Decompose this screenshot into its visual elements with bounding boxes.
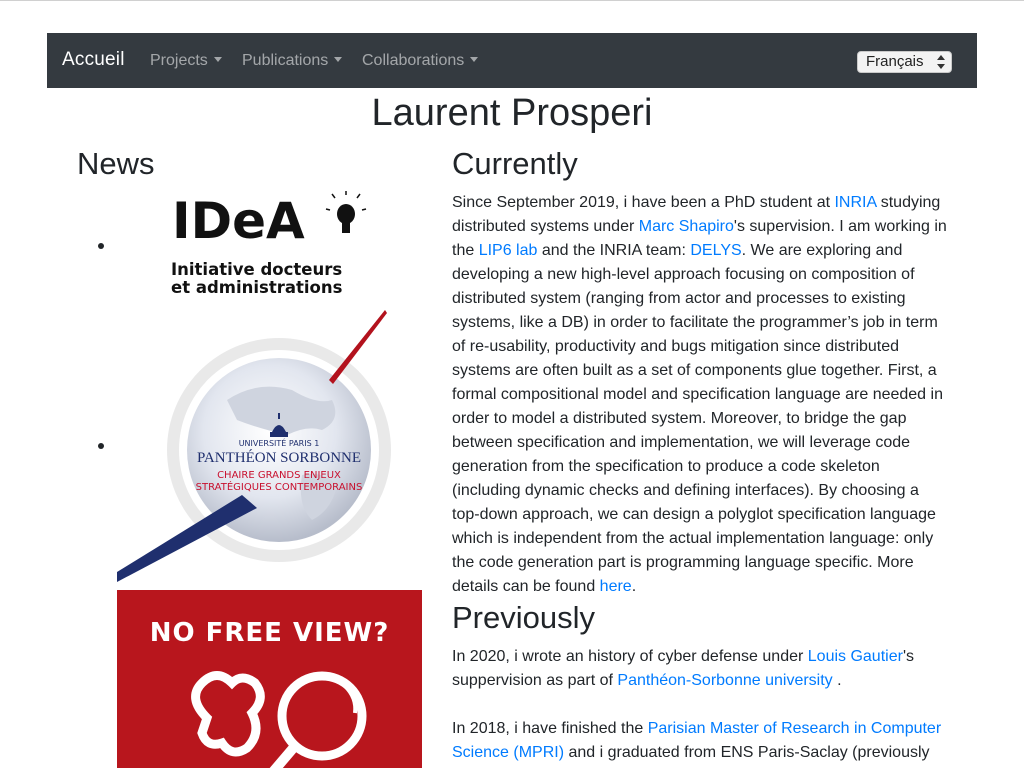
lip6-lab-link[interactable]: LIP6 lab [478,242,538,259]
currently-text: Since September 2019, i have been a PhD student at [452,194,835,211]
idea-logo-graphic [117,190,422,300]
mpri-link[interactable]: Parisian Master of Research in Computer Science (MPRI) [452,720,942,761]
currently-text: . [631,578,637,595]
pantheon-logo-line2: PANTHÉON SORBONNE [196,450,362,466]
magnifier-bone-icon [117,658,422,768]
navbar [47,33,977,88]
pantheon-sorbonne-university-link[interactable]: Panthéon-Sorbonne university [617,672,833,689]
pantheon-logo-graphic [117,310,422,582]
nav-collaborations-label: Collaborations [362,52,465,69]
inria-link[interactable]: INRIA [834,194,877,211]
delys-link[interactable]: DELYS [690,242,742,259]
pantheon-logo-line4: STRATÉGIQUES CONTEMPORAINS [195,482,363,493]
currently-text: 's supervision. I am working in the [452,218,947,259]
nav-collaborations-dropdown[interactable] [362,52,478,70]
nav-projects-dropdown[interactable] [150,52,222,70]
previously-text: and i graduated from ENS Paris-Saclay (previously [564,744,930,761]
previously-heading: Previously [452,600,595,635]
currently-text: studying distributed systems under [452,194,941,235]
nav-publications-dropdown[interactable] [242,52,342,70]
pantheon-logo-line3: CHAIRE GRANDS ENJEUX [217,470,341,481]
nav-brand-home[interactable]: Accueil [62,49,125,70]
language-select-value: Français [866,53,924,70]
previously-paragraph-2018 [452,717,947,765]
page-title: Laurent Prosperi [371,92,653,134]
nav-projects-label: Projects [150,52,208,69]
currently-text: and the INRIA team: [537,242,691,259]
chevron-down-icon [214,57,222,62]
more-details-here-link[interactable]: here [599,578,632,595]
currently-text: . We are exploring and developing a new high-level approach focusing on composition of distributed system (ranging from actor and processes to existing systems, like a DB) in order to facilitate the programmer’s job in term of re-usability, productivity and bugs mitigation since distributed systems are often built as a set of components glue together. First, a formal compositional model and specification language are needed in order to model a distributed system. Moreover, to bridge the gap between specification and implementation, we will leverage code generation from the specification to produce a code skeleton (including dynamic checks and defining interfaces). By choosing a top-down approach, we can design a polyglot specification language which is independent from the actual implementation language: only the code generation part is programming language specific. More details can be found [452,242,943,595]
pantheon-sorbonne-logo[interactable] [117,310,422,582]
currently-heading: Currently [452,146,578,181]
chevron-down-icon [334,57,342,62]
previously-paragraph-2020 [452,645,947,693]
idea-logo-line1: Initiative docteurs [171,260,343,279]
idea-logo[interactable] [117,190,422,300]
nav-publications-label: Publications [242,52,329,69]
no-free-view-logo[interactable] [117,590,422,768]
updown-arrows-icon [937,55,945,69]
list-bullet [98,443,104,449]
marc-shapiro-link[interactable]: Marc Shapiro [638,218,734,235]
previously-text: 's suppervision as part of [452,648,914,689]
louis-gautier-link[interactable]: Louis Gautier [807,648,903,665]
pantheon-logo-line1: UNIVERSITÉ PARIS 1 [238,439,320,448]
previously-text: In 2018, i have finished the [452,720,648,737]
window-top-border [0,0,1024,1]
currently-paragraph [452,191,947,599]
previously-text: . [832,672,842,689]
previously-text: In 2020, i wrote an history of cyber defense under [452,648,808,665]
idea-logo-line2: et administrations [171,278,343,297]
idea-logo-title: IDeA [172,192,305,250]
no-free-view-title: NO FREE VIEW? [149,618,390,648]
language-select[interactable] [857,51,952,73]
chevron-down-icon [470,57,478,62]
lightbulb-icon [326,191,366,233]
news-heading: News [77,146,155,181]
list-bullet [98,243,104,249]
